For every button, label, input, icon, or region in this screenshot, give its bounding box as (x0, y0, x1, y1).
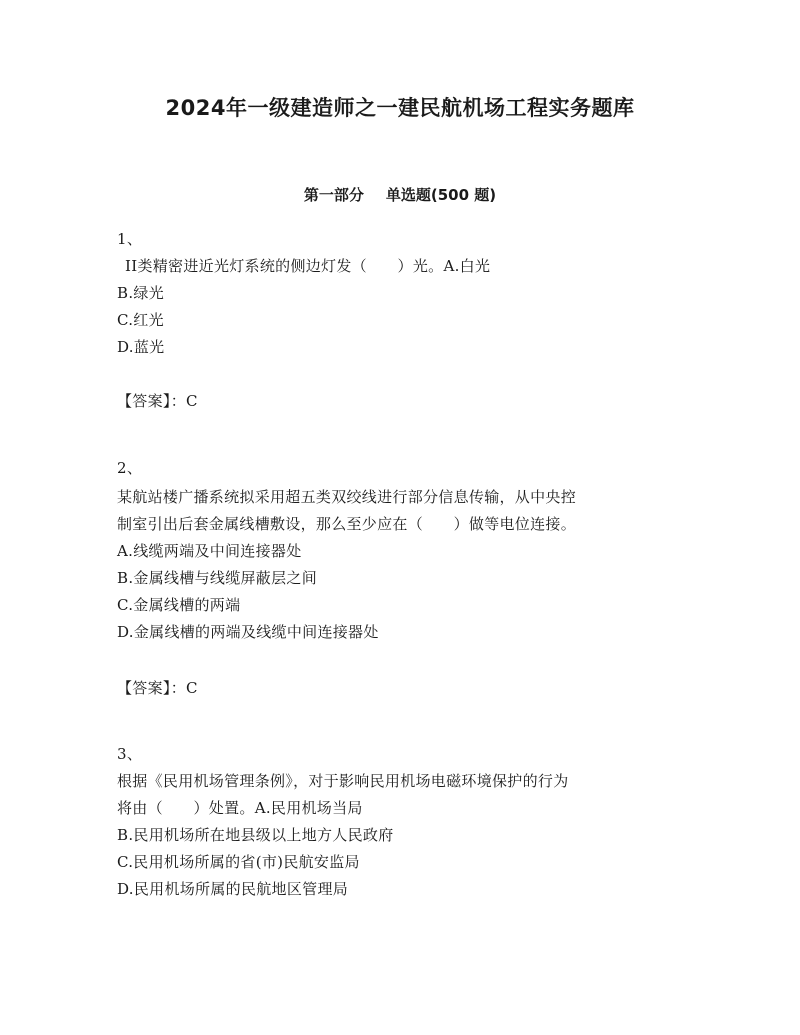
question-2-option-d: D.金属线槽的两端及线缆中间连接器处 (117, 623, 379, 641)
question-1-answer: 【答案】：C (117, 392, 198, 410)
question-2-answer: 【答案】：C (117, 679, 198, 697)
question-3-stem-line-1: 根据《民用机场管理条例》，对于影响民用机场电磁环境保护的行为 (117, 772, 569, 790)
question-2-option-c: C.金属线槽的两端 (117, 596, 241, 614)
question-2-option-b: B.金属线槽与线缆屏蔽层之间 (117, 569, 317, 587)
question-1-option-b: B.绿光 (117, 284, 164, 302)
section-part: 第一部分 (303, 186, 364, 204)
question-2-number: 2、 (117, 459, 143, 477)
question-1-option-c: C.红光 (117, 311, 164, 329)
question-1-option-d: D.蓝光 (117, 338, 165, 356)
question-2-option-a: A.线缆两端及中间连接器处 (117, 542, 302, 560)
document-title: 2024年一级建造师之一建民航机场工程实务题库 (165, 96, 635, 120)
question-3-stem-line-2: 将由（ ）处置。A.民用机场当局 (117, 799, 363, 817)
section-type: 单选题(500 题) (385, 186, 497, 204)
question-2-stem-line-2: 制室引出后套金属线槽敷设，那么至少应在（ ）做等电位连接。 (117, 515, 577, 533)
question-3-option-b: B.民用机场所在地县级以上地方人民政府 (117, 826, 394, 844)
question-3-option-c: C.民用机场所属的省(市)民航安监局 (117, 853, 360, 871)
question-3-number: 3、 (117, 745, 143, 763)
section-heading (0, 184, 800, 205)
question-2-stem-line-1: 某航站楼广播系统拟采用超五类双绞线进行部分信息传输，从中央控 (117, 488, 577, 506)
question-1-stem-line-1: II类精密进近光灯系统的侧边灯发（ ）光。A.白光 (125, 257, 491, 275)
question-3-option-d: D.民用机场所属的民航地区管理局 (117, 880, 349, 898)
question-1-number: 1、 (117, 230, 143, 248)
